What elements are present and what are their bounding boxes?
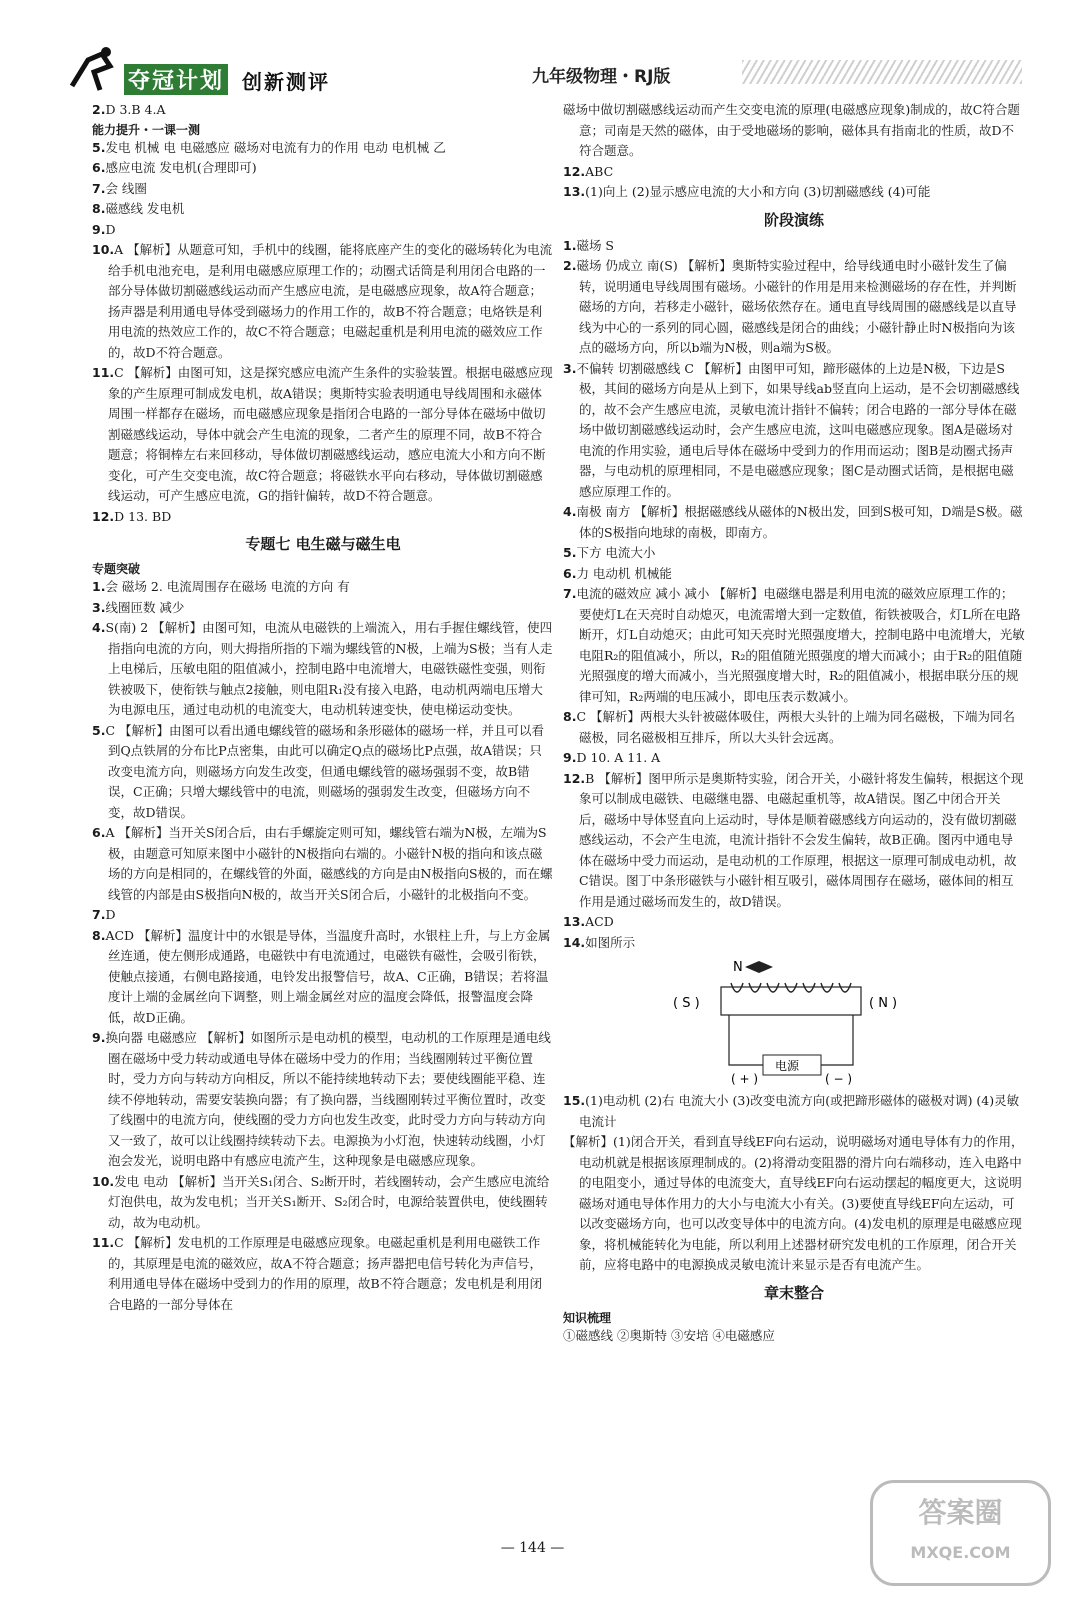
answer-number: 15.	[563, 1093, 586, 1108]
answer-text: D 3.B 4.A	[105, 102, 166, 117]
answer-number: 7.	[92, 907, 106, 922]
answer-item	[563, 162, 1025, 183]
answer-number: 10.	[92, 1173, 115, 1189]
answer-number: 4.	[92, 620, 106, 635]
answer-number: 8.	[92, 201, 106, 216]
power-source-label: 电源	[775, 1059, 800, 1073]
answer-text: D 13. BD	[114, 508, 172, 524]
answer-text: 发电 机械 电 电磁感应 磁场对电流有力的作用 电动 电机械 乙	[105, 139, 446, 155]
header-decoration	[742, 60, 1022, 84]
subsection-heading: 专题突破	[92, 562, 141, 576]
answer-text: 如图所示	[585, 934, 636, 950]
answer-text: 线圈匝数 减少	[105, 599, 185, 615]
answer-item	[92, 618, 554, 721]
answer-item	[563, 912, 1025, 933]
answer-item	[92, 1233, 554, 1315]
answer-text: 磁场中做切割磁感线运动而产生交变电流的原理(电磁感应现象)制成的，故C符合题意；司南是天然的磁体，由于受地磁场的影响，磁体具有指南北的性质，故D不符合题意。	[563, 102, 1020, 158]
answer-item	[563, 256, 1025, 359]
answer-item	[92, 507, 554, 528]
answer-item	[563, 748, 1025, 769]
answer-text: 南极 南方 【解析】根据磁感线从磁体的N极出发，回到S极可知，D端是S极。磁体的S极指向地球的南极，即南方。	[576, 504, 1023, 540]
answer-text: C 【解析】由图可以看出通电螺线管的磁场和条形磁体的磁场一样，并且可以看到Q点铁屑的分布比P点密集，由此可以确定Q点的磁场比P点强，故A错误；只改变电流方向，则磁场方向发生改变，但通电螺线管的磁场强弱不变，故B错误，C正确；只增大螺线管中的电流，则磁场的强弱发生改变，但磁场方向不变，故D错误。	[105, 722, 544, 820]
answer-text: ABC	[585, 163, 614, 179]
answer-item	[92, 905, 554, 926]
answer-item	[563, 707, 1025, 748]
answer-text: C 【解析】由图可知，这是探究感应电流产生条件的实验装置。根据电磁感应现象的产生原理可制成发电机，故A错误；奥斯特实验表明通电导线周围和永磁体周围一样都存在磁场，而电磁感应现象是指闭合电路的一部分导体在磁场中做切割磁感线运动，导体中就会产生电流的现象，二者产生的原理不同，故B不符合题意；将铜棒左右来回移动，导体做切割磁感线运动，感应电流大小和方向不断变化，可产生交变电流，故C符合题意；将磁铁水平向右移动，导体做切割磁感线运动，可产生感应电流，G的指针偏转，故D不符合题意。	[108, 365, 553, 503]
answer-item	[563, 100, 1025, 162]
section-heading: 专题七 电生磁与磁生电	[245, 535, 401, 553]
answer-item	[563, 543, 1025, 564]
left-pole-label: ( S )	[673, 996, 700, 1011]
answer-number: 6.	[92, 825, 106, 840]
right-column	[563, 100, 1025, 1346]
answer-item	[92, 158, 554, 179]
answer-item	[563, 236, 1025, 257]
subsection-heading: 能力提升・一课一测	[92, 122, 201, 137]
answer-number: 8.	[92, 927, 106, 943]
answer-item	[563, 502, 1025, 543]
answer-item	[563, 584, 1025, 707]
answer-text: 不偏转 切割磁感线 C 【解析】由图甲可知，蹄形磁体的上边是N极，下边是S极，其间的磁场方向是从上到下，如果导线ab竖直向上运动，是不会切割磁感线的，故不会产生感应电流，灵敏电流计指针不偏转；闭合电路的一部分导体在磁场中做切割磁感线运动时，会产生感应电流，这叫电磁感应现象。图A是磁场对电流的作用实验，通电后导体在磁场中受到力的作用而运动；图B是动圈式扬声器，与电动机的原理相同，不是电磁感应现象；图C是动圈式话筒，是根据电磁感应原理工作的。	[576, 360, 1020, 499]
section-heading: 章末整合	[763, 1283, 824, 1302]
answer-number: 7.	[92, 180, 106, 196]
answer-item	[92, 926, 554, 1029]
answer-number: 8.	[563, 709, 577, 724]
solenoid-diagram	[563, 957, 1025, 1087]
answer-text: 换向器 电磁感应 【解析】如图所示是电动机的模型，电动机的工作原理是通电线圈在磁场中受力转动或通电导体在磁场中受力的作用；当线圈刚转过平衡位置时，受力方向与转动方向相反，所以不能持续地转动下去；要使线圈能平稳、连续不停地转动，需要安装换向器；有了换向器，当线圈刚转过平衡位置时，改变了线圈中的电流方向，使线圈的受力方向也发生改变，此时受力方向与转动方向又一致了，故可以让线圈持续转动下去。电源换为小灯泡，快速转动线圈，小灯泡会发光，说明电路中有感应电流产生，这种现象是电磁感应现象。	[105, 1030, 551, 1168]
answer-number: 4.	[563, 504, 577, 519]
answer-number: 2.	[92, 102, 106, 117]
answer-number: 11.	[92, 365, 115, 380]
answer-number: 6.	[92, 160, 106, 175]
answer-number: 10.	[92, 242, 115, 257]
answer-number: 9.	[92, 1030, 106, 1045]
answer-number: 1.	[92, 579, 106, 594]
answer-item	[92, 1172, 554, 1234]
answer-text: ①磁感线 ②奥斯特 ③安培 ④电磁感应	[563, 1327, 775, 1343]
answer-text: 下方 电流大小	[576, 545, 656, 560]
answer-item	[563, 1326, 1025, 1347]
subject-label: 九年级物理・RJ版	[532, 67, 671, 87]
answer-item	[563, 182, 1025, 203]
minus-terminal-label: ( − )	[825, 1072, 853, 1086]
answer-number: 9.	[92, 221, 106, 237]
answer-number: 11.	[92, 1235, 115, 1250]
brand-logo	[62, 46, 352, 94]
answer-item	[92, 138, 554, 159]
page-header	[62, 46, 1022, 94]
answer-text: C 【解析】发电机的工作原理是电磁感应现象。电磁起重机是利用电磁铁工作的，其原理是电流的磁效应，故A不符合题意；扬声器把电信号转化为声信号，利用通电导体在磁场中受到力的作用的原理，故B不符合题意；发电机是利用闭合电路的一部分导体在	[108, 1235, 543, 1312]
answer-item	[92, 577, 554, 598]
answer-text: 电流的磁效应 减小 减小 【解析】电磁继电器是利用电流的磁效应原理工作的；要使灯L在天亮时自动熄灭，电流需增大到一定数值，衔铁被吸合，灯L所在电路断开，灯L自动熄灭；由此可知天亮时光照强度增大，控制电路中电流增大，光敏电阻R₂的阻值减小，所以，R₂的阻值随光照强度的增大而减小；由于R₂的阻值随光照强度的增大而减小，当光照强度增大时，R₂的阻值减小，根据串联分压的规律可知，R₂两端的电压减小，即电压表示数减小。	[576, 586, 1025, 704]
answer-number: 13.	[563, 914, 586, 929]
answer-number: 14.	[563, 934, 586, 950]
right-pole-label: ( N )	[869, 996, 898, 1011]
answer-text: (1)向上 (2)显示感应电流的大小和方向 (3)切割磁感线 (4)可能	[585, 184, 931, 199]
answer-text: 【解析】(1)闭合开关，看到直导线EF向右运动，说明磁场对通电导体有力的作用，电动机就是根据该原理制成的。(2)将滑动变阻器的滑片向右端移动，连入电路中的电阻变小，通过导体的电流变大，直导线EF向右运动摆起的幅度更大，这说明磁场对通电导体作用力的大小与电流大小有关。(3)要使直导线EF向左运动，可以改变磁场方向，也可以改变导体中的电流方向。(4)发电机的原理是电磁感应现象，将机械能转化为电能，所以利用上述器材研究发电机的工作原理，闭合开关前，应将电路中的电源换成灵敏电流计来显示是否有电流产生。	[563, 1134, 1024, 1272]
solenoid-core	[721, 987, 861, 1015]
answer-item	[92, 240, 554, 363]
answer-text: (1)电动机 (2)右 电流大小 (3)改变电流方向(或把蹄形磁体的磁极对调) (4)灵敏电流计	[579, 1093, 1020, 1129]
answer-number: 9.	[563, 750, 577, 765]
subsection-heading: 知识梳理	[563, 1310, 612, 1325]
section-heading: 阶段演练	[763, 210, 824, 229]
answer-number: 5.	[563, 545, 577, 560]
answer-number: 3.	[563, 360, 577, 376]
answer-number: 3.	[92, 599, 106, 615]
answer-number: 6.	[563, 565, 577, 581]
answer-text: D 10. A 11. A	[576, 750, 661, 765]
answer-text: 感应电流 发电机(合理即可)	[105, 160, 257, 175]
answer-item	[92, 363, 554, 507]
answer-number: 12.	[563, 163, 586, 179]
answer-item	[92, 1028, 554, 1172]
answer-text: 力 电动机 机械能	[576, 565, 672, 581]
answer-text: 会 磁场 2. 电流周围存在磁场 电流的方向 有	[105, 579, 350, 594]
answer-item	[563, 359, 1025, 503]
answer-text: B 【解析】图甲所示是奥斯特实验，闭合开关，小磁针将发生偏转，根据这个现象可以制成电磁铁、电磁继电器、电磁起重机等，故A错误。图乙中闭合开关后，磁场中导体竖直向上运动时，导体是顺着磁感线方向运动的，没有做切割磁感线运动，不会产生电流，电流计指针不会发生偏转，故B正确。图丙中通电导体在磁场中受力而运动，是电动机的工作原理，根据这一原理可制成电动机，故C错误。图丁中条形磁铁与小磁针相互吸引，磁体周围存在磁场，磁体间的相互作用是通过磁场而发生的，故D错误。	[579, 770, 1024, 909]
answer-text: 磁场 仍成立 南(S) 【解析】奥斯特实验过程中，给导线通电时小磁针发生了偏转，说明通电导线周围有磁场。小磁针的作用是用来检测磁场的存在性，并判断磁场的方向，若移走小磁针，磁场依然存在。通电直导线周围的磁感线是以直导线为中心的一系列的同心圆，磁感线是闭合的曲线；小磁针静止时N极指向为该点的磁场方向，所以b端为N极，则a端为S极。	[576, 258, 1017, 355]
answer-text: C 【解析】两根大头针被磁体吸住，两根大头针的上端为同名磁极，下端为同名磁极，同名磁极相互排斥，所以大头针会远离。	[576, 709, 1015, 745]
answer-number: 13.	[563, 184, 586, 199]
runner-icon	[62, 46, 122, 94]
compass-north-label: N	[733, 960, 743, 975]
answer-text: 会 线圈	[105, 180, 147, 196]
answer-number: 5.	[92, 722, 106, 738]
answer-text: S(南) 2 【解析】由图可知，电流从电磁铁的上端流入，用右手握住螺线管，使四指指向电流的方向，则大拇指所指的下端为螺线管的N极，上端为S极；当有人走上电梯后，压敏电阻的阻值减小，控制电路中电流增大，电磁铁磁性变强，则衔铁被吸下，使衔铁与触点2接触，则电阻R₁没有接入电路，电动机两端电压增大为电源电压，通过电动机的电流变大，电动机转速变快，使电梯运动变快。	[105, 620, 553, 717]
answer-item	[92, 721, 554, 824]
answer-number: 1.	[563, 237, 577, 253]
answer-item	[92, 823, 554, 905]
answer-item	[92, 220, 554, 241]
answer-text: D	[105, 221, 116, 237]
answer-text: A 【解析】从题意可知，手机中的线圈，能将底座产生的变化的磁场转化为电流给手机电池充电，是利用电磁感应原理工作的；动圈式话筒是利用闭合电路的一部分导体做切割磁感线运动而产生感应电流，是电磁感应现象，故A符合题意；扬声器是利用通电导体受到磁场力的作用工作的，故B不符合题意；电烙铁是利用电流的热效应工作的，故C不符合题意；电磁起重机是利用电流的磁效应工作的，故D不符合题意。	[108, 242, 553, 360]
answer-text: D	[105, 907, 116, 922]
answer-item	[563, 564, 1025, 585]
answer-number: 12.	[563, 770, 586, 786]
answer-item	[563, 1132, 1025, 1276]
answer-number: 5.	[92, 139, 106, 155]
answer-number: 7.	[563, 586, 577, 601]
answer-item	[92, 199, 554, 220]
page-number: — 144 —	[500, 1540, 565, 1556]
answer-text: ACD 【解析】温度计中的水银是导体，当温度升高时，水银柱上升，与上方金属丝连通，使左侧形成通路，电磁铁中有电流通过，电磁铁有磁性，会吸引衔铁，使触点接通，右侧电路接通，电铃发出报警信号，故A、C正确，B错误；若将温度计上端的金属丝向下调整，则上端金属丝对应的温度会降低，报警温度会降低，故D正确。	[105, 927, 551, 1025]
left-column	[92, 100, 554, 1315]
compass-needle-icon	[745, 961, 773, 973]
answer-text: 磁场 S	[576, 237, 614, 253]
answer-item	[563, 933, 1025, 954]
answer-number: 12.	[92, 508, 115, 524]
answer-item	[92, 100, 554, 121]
answer-text: 磁感线 发电机	[105, 201, 185, 216]
watermark-logo: 答案圈 MXQE.COM	[870, 1480, 1051, 1586]
answer-item	[563, 769, 1025, 913]
answer-item	[92, 598, 554, 619]
plus-terminal-label: ( + )	[731, 1072, 759, 1086]
answer-text: ACD	[585, 914, 614, 929]
answer-text: A 【解析】当开关S闭合后，由右手螺旋定则可知，螺线管右端为N极，左端为S极，由题意可知原来图中小磁针的N极指向右端的。小磁针N极的指向和该点磁场的方向是相同的，在螺线管的外面，磁感线的方向是由N极指向S极的，而在螺线管的内部是由S极指向N极的，故当开关S闭合后，小磁针的北极指向不变。	[105, 825, 553, 902]
answer-item	[92, 179, 554, 200]
answer-item	[563, 1091, 1025, 1132]
series-name: 创新测评	[242, 70, 330, 94]
answer-text: 发电 电动 【解析】当开关S₁闭合、S₂断开时，若线圈转动，会产生感应电流给灯泡供电，故为发电机；当开关S₁断开、S₂闭合时，电源给装置供电，使线圈转动，故为电动机。	[108, 1173, 550, 1230]
brand-name: 夺冠计划	[124, 64, 228, 95]
answer-number: 2.	[563, 258, 577, 273]
